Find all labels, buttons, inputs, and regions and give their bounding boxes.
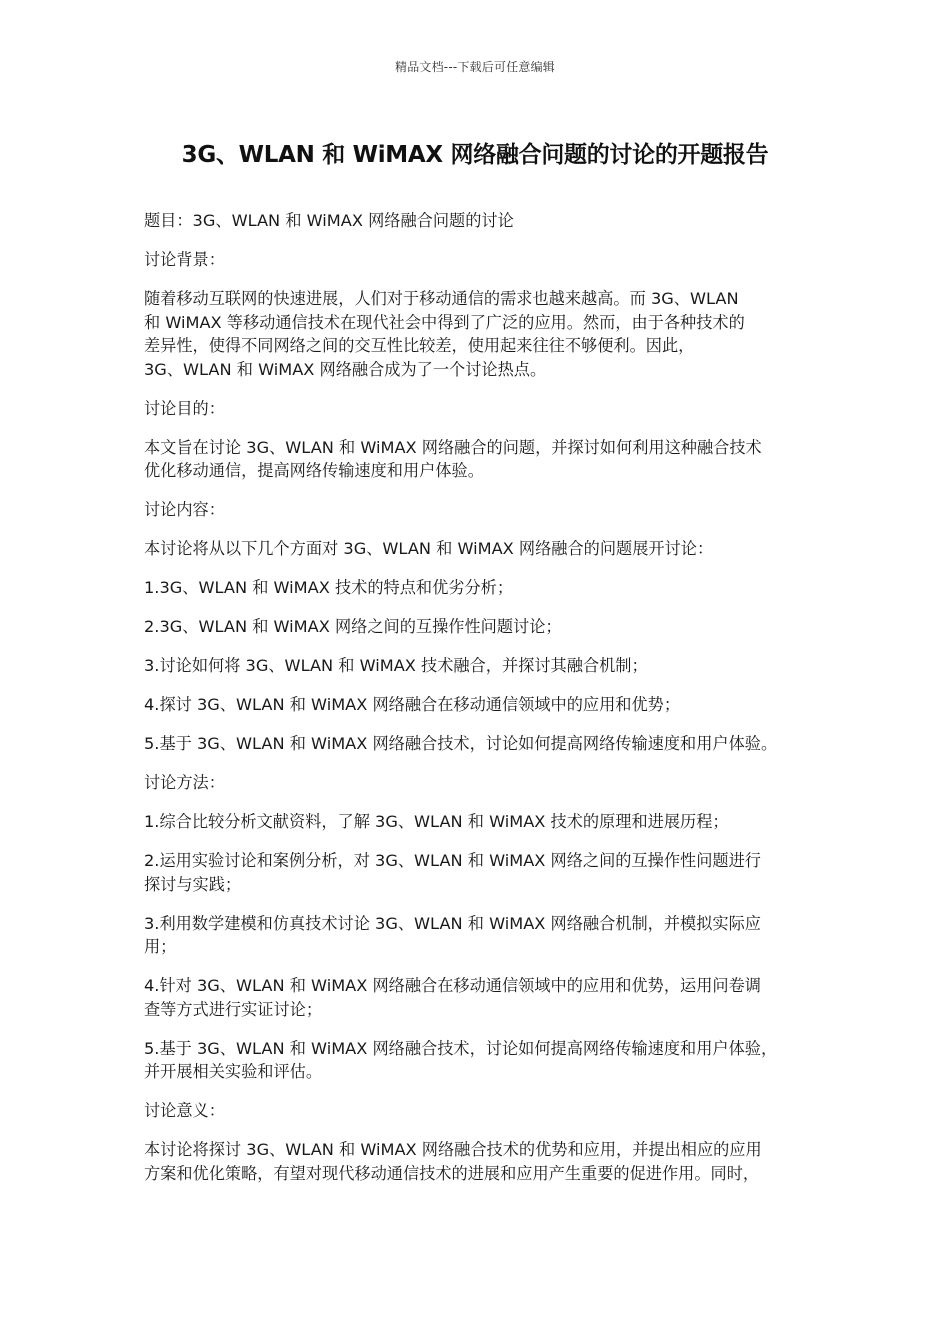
paragraph-topic: 题目：3G、WLAN 和 WiMAX 网络融合问题的讨论 xyxy=(144,211,514,230)
heading-significance: 讨论意义： xyxy=(144,1101,225,1120)
paragraph-purpose: 本文旨在讨论 3G、WLAN 和 WiMAX 网络融合的问题，并探讨如何利用这种融合技术 优化移动通信，提高网络传输速度和用户体验。 xyxy=(144,437,762,480)
list-item-method-2: 2.运用实验讨论和案例分析，对 3G、WLAN 和 WiMAX 网络之间的互操作性问题进行 探讨与实践； xyxy=(144,851,761,894)
document-body xyxy=(144,209,824,1201)
paragraph-significance: 本讨论将探讨 3G、WLAN 和 WiMAX 网络融合技术的优势和应用，并提出相应的应用 方案和优化策略，有望对现代移动通信技术的进展和应用产生重要的促进作用。同时， xyxy=(144,1140,762,1183)
heading-content: 讨论内容： xyxy=(144,500,225,519)
page-header: 精品文档---下载后可任意编辑 xyxy=(395,60,555,74)
list-item-method-3: 3.利用数学建模和仿真技术讨论 3G、WLAN 和 WiMAX 网络融合机制，并模拟实际应 用； xyxy=(144,913,761,956)
paragraph-background: 随着移动互联网的快速进展，人们对于移动通信的需求也越来越高。而 3G、WLAN 和 WiMAX 等移动通信技术在现代社会中得到了广泛的应用。然而，由于各种技术的 差异性，使得不同网络之间的交互性比较差，使用起来往往不够便利。因此， 3G、WLAN 和 WiMAX 网络融合成为了一个讨论热点。 xyxy=(144,289,745,379)
list-item-content-5: 5.基于 3G、WLAN 和 WiMAX 网络融合技术，讨论如何提高网络传输速度和用户体验。 xyxy=(144,734,778,753)
heading-purpose: 讨论目的： xyxy=(144,398,225,418)
list-item-content-3: 3.讨论如何将 3G、WLAN 和 WiMAX 技术融合，并探讨其融合机制； xyxy=(144,656,648,675)
document-title: 3G、WLAN 和 WiMAX 网络融合问题的讨论的开题报告 xyxy=(181,142,769,168)
list-item-method-1: 1.综合比较分析文献资料，了解 3G、WLAN 和 WiMAX 技术的原理和进展历程； xyxy=(144,812,729,831)
list-item-method-4: 4.针对 3G、WLAN 和 WiMAX 网络融合在移动通信领域中的应用和优势，运用问卷调 查等方式进行实证讨论； xyxy=(144,976,761,1019)
paragraph-content-intro: 本讨论将从以下几个方面对 3G、WLAN 和 WiMAX 网络融合的问题展开讨论： xyxy=(144,539,714,558)
list-item-content-1: 1.3G、WLAN 和 WiMAX 技术的特点和优劣分析； xyxy=(144,578,514,597)
heading-method: 讨论方法： xyxy=(144,773,225,792)
list-item-method-5: 5.基于 3G、WLAN 和 WiMAX 网络融合技术，讨论如何提高网络传输速度和用户体验， 并开展相关实验和评估。 xyxy=(144,1038,778,1081)
list-item-content-2: 2.3G、WLAN 和 WiMAX 网络之间的互操作性问题讨论； xyxy=(144,617,562,636)
list-item-content-4: 4.探讨 3G、WLAN 和 WiMAX 网络融合在移动通信领域中的应用和优势； xyxy=(144,695,681,714)
heading-background: 讨论背景： xyxy=(144,250,225,269)
